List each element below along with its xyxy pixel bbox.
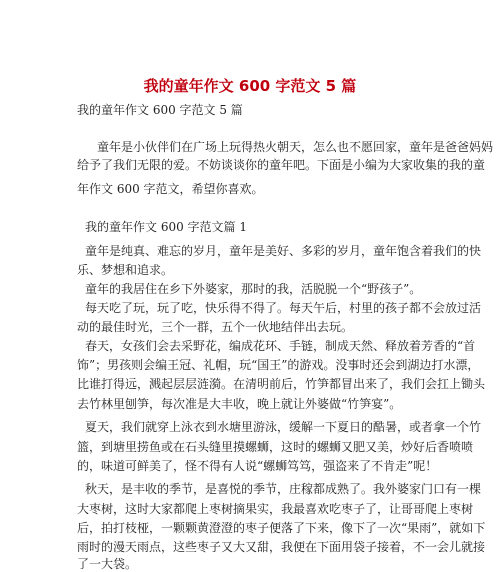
paragraph-line: 了一大袋。 bbox=[77, 557, 138, 571]
paragraph-line: 去竹林里刨笋，每次准是大丰收，晚上就让外婆做“竹笋宴”。 bbox=[77, 397, 402, 411]
paragraph-line: 童年是纯真、难忘的岁月，童年是美好、多彩的岁月，童年饱含着我们的快 bbox=[85, 244, 482, 258]
paragraph-line: 比谁打得远，溅起层层涟漪。在清明前后，竹笋都冒出来了，我们会扛上锄头 bbox=[77, 377, 486, 391]
paragraph-line: 的，味道可鲜美了，怪不得有人说“螺蛳笃笃，强盗来了不肯走”呢！ bbox=[77, 459, 438, 473]
paragraph-line: 童年的我居住在乡下外婆家，那时的我，活脱脱一个“野孩子”。 bbox=[85, 282, 422, 296]
paragraph-line: 饰”；男孩则会编王冠、礼帽，玩“国王”的游戏。没事时还会到湖边打水漂， bbox=[77, 358, 480, 372]
document-subtitle: 我的童年作文 600 字范文 5 篇 bbox=[77, 103, 243, 117]
paragraph-line: 后，拍打枝桠，一颗颗黄澄澄的枣子便落了下来，像下了一次“果雨”，就如下 bbox=[77, 521, 486, 535]
document-title: 我的童年作文 600 字范文 5 篇 bbox=[143, 77, 357, 95]
paragraph-line: 动的最佳时光，三个一群，五个一伙地结伴出去玩。 bbox=[77, 320, 354, 334]
section-heading: 我的童年作文 600 字范文篇 1 bbox=[85, 220, 247, 234]
paragraph-line: 每天吃了玩，玩了吃，快乐得不得了。每天午后，村里的孩子都不会放过活 bbox=[85, 301, 482, 315]
paragraph-line: 春天，女孩们会去采野花，编成花环、手链，制成天然、释放着芳香的“首 bbox=[85, 339, 476, 353]
paragraph-line: 篮，到塘里捞鱼或在石头缝里摸螺蛳，这时的螺蛳又肥又美，炒好后香喷喷 bbox=[77, 440, 474, 454]
intro-line: 年作文 600 字范文，希望你喜欢。 bbox=[77, 182, 264, 196]
paragraph-line: 夏天，我们就穿上泳衣到水塘里游泳，缓解一下夏日的酷暑，或者拿一个竹 bbox=[85, 420, 482, 434]
paragraph-line: 雨时的漫天雨点，这些枣子又大又甜，我便在下面用袋子接着，不一会儿就接 bbox=[77, 540, 486, 554]
intro-line: 给予了我们无限的爱。不妨谈谈你的童年吧。下面是小编为大家收集的我的童 bbox=[77, 158, 486, 172]
intro-line: 童年是小伙伴们在广场上玩得热火朝天，怎么也不愿回家，童年是爸爸妈妈 bbox=[97, 140, 494, 154]
paragraph-line: 秋天，是丰收的季节，是喜悦的季节，庄稼都成熟了。我外婆家门口有一棵 bbox=[85, 482, 482, 496]
paragraph-line: 乐、梦想和追求。 bbox=[77, 263, 174, 277]
paragraph-line: 大枣树，这时大家都爬上枣树摘果实，我最喜欢吃枣子了，让哥哥爬上枣树 bbox=[77, 502, 474, 516]
